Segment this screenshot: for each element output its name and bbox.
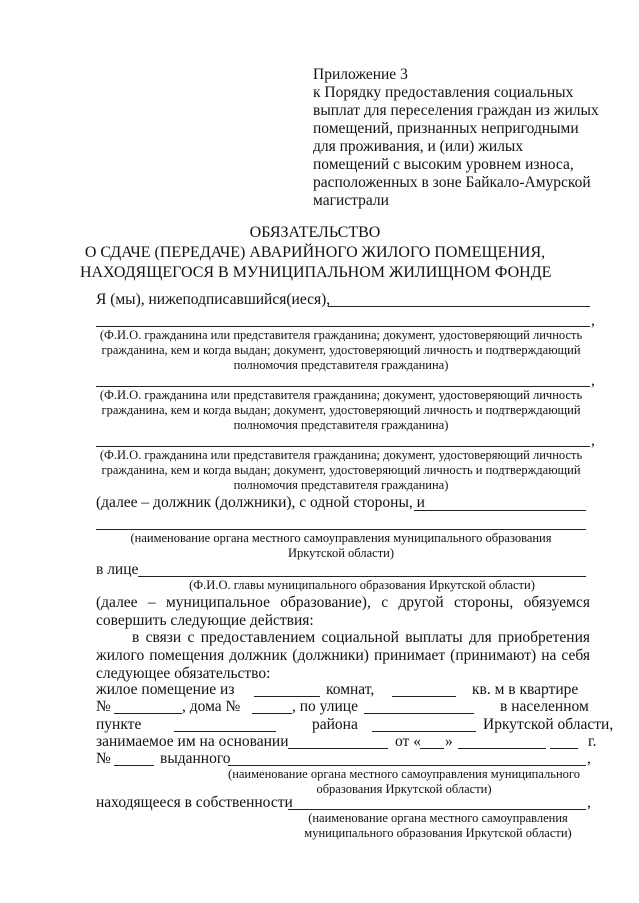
- owner-caption: [288, 811, 588, 841]
- obligation-paragraph: [96, 629, 590, 683]
- form-r4a: занимаемое им на основании: [96, 733, 289, 750]
- person-caption-3: [86, 448, 596, 493]
- month-field[interactable]: [458, 748, 546, 749]
- para-line-3: следующее обязательство:: [96, 665, 271, 682]
- municipal-text: [96, 594, 590, 630]
- appendix-line: расположенных в зоне Байкало-Амурской: [313, 174, 591, 191]
- form-r3b: района: [312, 716, 358, 733]
- street-field[interactable]: [364, 713, 474, 714]
- house-field[interactable]: [252, 713, 292, 714]
- appendix-line: помещений с высоким уровнем износа,: [313, 156, 574, 173]
- document-title: [80, 223, 550, 283]
- appendix-block: [313, 66, 599, 210]
- appendix-line: выплат для переселения граждан из жилых: [313, 102, 599, 119]
- org-field-line[interactable]: [96, 529, 586, 530]
- caption-line: (Ф.И.О. гражданина или представителя гражданина; документ, удостоверяющий личность: [99, 328, 583, 342]
- title-line-3: НАХОДЯЩЕГОСЯ В МУНИЦИПАЛЬНОМ ЖИЛИЩНОМ ФОНДЕ: [80, 264, 552, 281]
- in-person-text: в лице: [96, 561, 139, 578]
- form-r2b: , дома №: [182, 698, 241, 715]
- person-field-line-3[interactable]: [96, 446, 590, 447]
- rooms-field[interactable]: [254, 696, 320, 697]
- apartment-field[interactable]: [114, 713, 182, 714]
- name-field-line[interactable]: [328, 306, 590, 307]
- form-r3c: Иркутской области,: [483, 716, 614, 733]
- appendix-line: Приложение 3: [313, 66, 408, 83]
- owner-field[interactable]: [288, 809, 586, 810]
- form-r4d: г.: [588, 733, 597, 750]
- form-r3a: пункте: [96, 716, 142, 733]
- form-r5a: №: [96, 750, 111, 767]
- issuer-field[interactable]: [228, 765, 586, 766]
- form-r5b: выданного: [160, 750, 231, 767]
- caption-line: полномочия представителя гражданина): [233, 358, 449, 372]
- form-r4b: от «: [395, 733, 421, 750]
- caption-line: (наименование органа местного самоуправления муниципального образования: [130, 531, 552, 545]
- person-field-line-1[interactable]: [96, 326, 590, 327]
- comma: ,: [587, 750, 591, 767]
- appendix-line: магистрали: [313, 192, 389, 209]
- form-r1c: кв. м в квартире: [472, 681, 579, 698]
- basis-field[interactable]: [288, 748, 388, 749]
- head-field-line[interactable]: [138, 576, 586, 577]
- person-caption-2: [86, 388, 596, 433]
- form-r2a: №: [96, 698, 111, 715]
- person-caption-1: [86, 328, 596, 373]
- caption-line: гражданина, кем и когда выдан; документ, удостоверяющий личность и подтверждающий: [101, 343, 581, 357]
- caption-line: (Ф.И.О. гражданина или представителя гражданина; документ, удостоверяющий личность: [99, 448, 583, 462]
- appendix-line: помещений, признанных непригодными: [313, 120, 579, 137]
- caption-line: полномочия представителя гражданина): [233, 478, 449, 492]
- district-field[interactable]: [372, 731, 476, 732]
- caption-line: (Ф.И.О. гражданина или представителя гражданина; документ, удостоверяющий личность: [99, 388, 583, 402]
- form-r1b: комнат,: [326, 681, 375, 698]
- comma: ,: [591, 372, 595, 389]
- appendix-line: к Порядку предоставления социальных: [313, 84, 574, 101]
- caption-line: (наименование органа местного самоуправления муниципального: [228, 767, 580, 781]
- form-r2c: , по улице: [292, 698, 358, 715]
- title-line-1: ОБЯЗАТЕЛЬСТВО: [249, 224, 381, 241]
- caption-line: полномочия представителя гражданина): [233, 418, 449, 432]
- head-caption: (Ф.И.О. главы муниципального образования Иркутской области): [189, 578, 535, 592]
- para-line-1: в связи с предоставлением социальной выплаты для приобретения: [132, 629, 590, 646]
- year-field[interactable]: [550, 748, 578, 749]
- caption-line: гражданина, кем и когда выдан; документ, удостоверяющий личность и подтверждающий: [101, 403, 581, 417]
- form-r1a: жилое помещение из: [96, 681, 235, 698]
- form-r4c: »: [445, 733, 453, 750]
- doc-number-field[interactable]: [114, 765, 154, 766]
- caption-line: образования Иркутской области): [316, 782, 492, 796]
- debtor-text: (далее – должник (должники), с одной стороны, и: [96, 494, 425, 511]
- appendix-line: для проживания, и (или) жилых: [313, 138, 524, 155]
- owned-text: находящееся в собственности: [96, 794, 293, 811]
- comma: ,: [587, 794, 591, 811]
- person-field-line-2[interactable]: [96, 386, 590, 387]
- intro-text: Я (мы), нижеподписавшийся(иеся),: [96, 291, 331, 308]
- caption-line: гражданина, кем и когда выдан; документ, удостоверяющий личность и подтверждающий: [101, 463, 581, 477]
- caption-line: Иркутской области): [287, 546, 395, 560]
- caption-line: (наименование органа местного самоуправления: [308, 811, 568, 825]
- org-caption: [96, 531, 586, 561]
- para-line-2: жилого помещения должник (должники) принимает (принимают) на себя: [96, 647, 590, 664]
- municipal-line-2: совершить следующие действия:: [96, 612, 314, 629]
- area-field[interactable]: [392, 696, 456, 697]
- municipal-line-1: (далее – муниципальное образование), с другой стороны, обязуемся: [96, 594, 590, 611]
- day-field[interactable]: [420, 748, 444, 749]
- form-r2d: в населенном: [500, 698, 589, 715]
- issuer-caption: [218, 767, 590, 797]
- title-line-2: О СДАЧЕ (ПЕРЕДАЧЕ) АВАРИЙНОГО ЖИЛОГО ПОМЕЩЕНИЯ,: [84, 244, 546, 261]
- comma: ,: [591, 312, 595, 329]
- caption-line: муниципального образования Иркутской области): [304, 826, 572, 840]
- settlement-field[interactable]: [174, 731, 276, 732]
- debtor-field-line[interactable]: [414, 510, 586, 511]
- comma: ,: [591, 432, 595, 449]
